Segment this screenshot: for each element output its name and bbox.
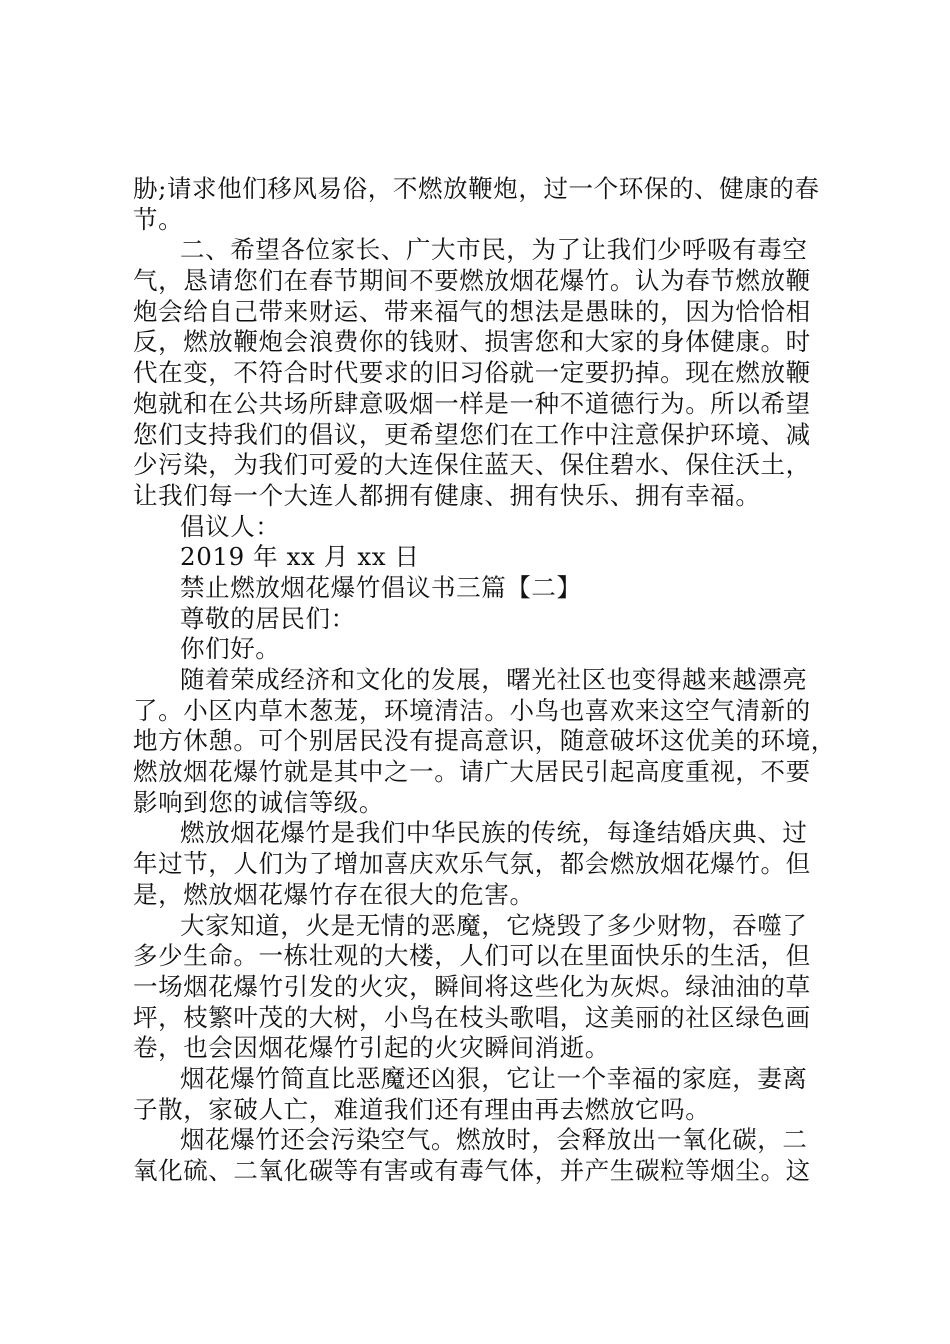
text-line: 氧化硫、二氧化碳等有害或有毒气体，并产生碳粒等烟尘。这 — [133, 1156, 811, 1185]
text-line: 尊敬的居民们： — [180, 603, 356, 633]
text-line: 您们支持我们的倡议，更希望您们在工作中注意保护环境、减 — [133, 419, 811, 449]
text-line: 倡议人： — [180, 511, 281, 541]
text-line: 影响到您的诚信等级。 — [133, 787, 384, 817]
text-line: 大家知道，火是无情的恶魔，它烧毁了多少财物，吞噬了 — [180, 910, 808, 940]
document-body — [133, 174, 836, 1187]
text-line: 少污染，为我们可爱的大连保住蓝天、保住碧水、保住沃土， — [133, 450, 811, 480]
text-line: 一场烟花爆竹引发的火灾，瞬间将这些化为灰烬。绿油油的草 — [133, 971, 811, 1001]
text-line: 烟花爆竹简直比恶魔还凶狠，它让一个幸福的家庭，妻离 — [180, 1063, 808, 1093]
text-line: 炮会给自己带来财运、带来福气的想法是愚昧的，因为恰恰相 — [133, 296, 811, 326]
text-line: 气，恳请您们在春节期间不要燃放烟花爆竹。认为春节燃放鞭 — [133, 266, 811, 296]
text-line: 炮就和在公共场所肆意吸烟一样是一种不道德行为。所以希望 — [133, 388, 811, 418]
text-line: 让我们每一个大连人都拥有健康、拥有快乐、拥有幸福。 — [133, 480, 761, 510]
text-line: 烟花爆竹还会污染空气。燃放时，会释放出一氧化碳，二 — [180, 1125, 808, 1155]
text-line: 2019 年 xx 月 xx 日 — [180, 542, 420, 572]
text-line: 二、希望各位家长、广大市民，为了让我们少呼吸有毒空 — [180, 235, 808, 265]
text-line: 年过节，人们为了增加喜庆欢乐气氛，都会燃放烟花爆竹。但 — [133, 849, 811, 879]
text-line: 禁止燃放烟花爆竹倡议书三篇【二】 — [180, 572, 582, 602]
text-line: 燃放烟花爆竹就是其中之一。请广大居民引起高度重视，不要 — [133, 757, 811, 787]
text-line: 多少生命。一栋壮观的大楼，人们可以在里面快乐的生活，但 — [133, 941, 811, 971]
text-line: 代在变，不符合时代要求的旧习俗就一定要扔掉。现在燃放鞭 — [133, 358, 811, 388]
text-line: 燃放烟花爆竹是我们中华民族的传统，每逢结婚庆典、过 — [180, 818, 808, 848]
text-line: 坪，枝繁叶茂的大树，小鸟在枝头歌唱，这美丽的社区绿色画 — [133, 1002, 811, 1032]
text-line: 了。小区内草木葱茏，环境清洁。小鸟也喜欢来这空气清新的 — [133, 695, 811, 725]
text-line: 随着荣成经济和文化的发展，曙光社区也变得越来越漂亮 — [180, 665, 808, 694]
text-line: 你们好。 — [180, 634, 281, 664]
text-line: 是，燃放烟花爆竹存在很大的危害。 — [133, 879, 535, 909]
text-line: 地方休憩。可个别居民没有提高意识，随意破坏这优美的环境， — [133, 726, 836, 756]
text-line: 胁;请求他们移风易俗，不燃放鞭炮，过一个环保的、健康的春 — [133, 174, 820, 203]
text-line: 节。 — [133, 204, 184, 234]
text-line: 卷，也会因烟花爆竹引起的火灾瞬间消逝。 — [133, 1033, 610, 1063]
text-line: 子散，家破人亡，难道我们还有理由再去燃放它吗。 — [133, 1094, 711, 1124]
text-line: 反，燃放鞭炮会浪费你的钱财、损害您和大家的身体健康。时 — [133, 327, 811, 357]
